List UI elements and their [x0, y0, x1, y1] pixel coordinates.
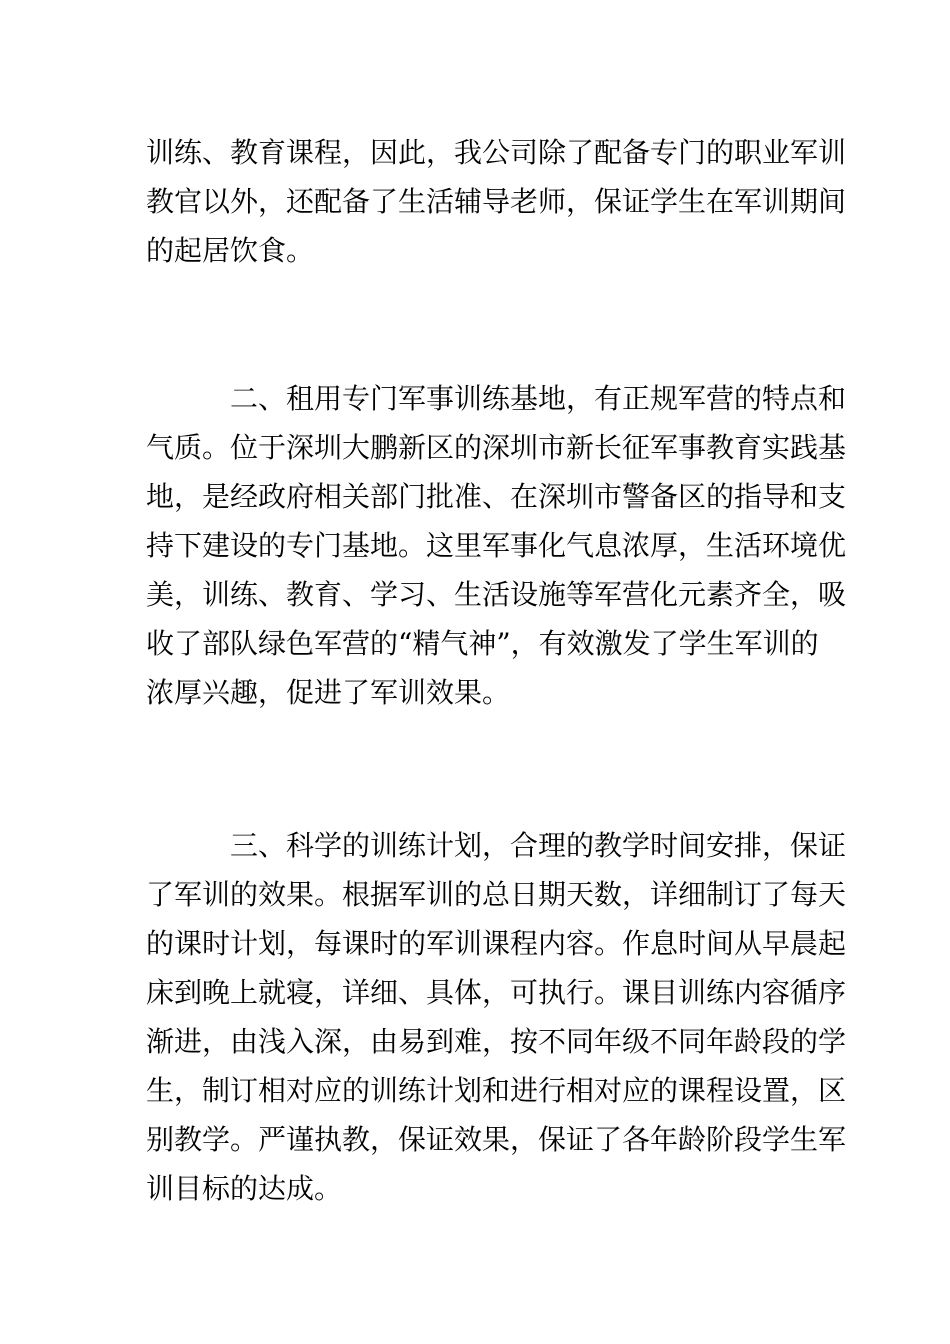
- text-line: 别教学。严谨执教，保证效果，保证了各年龄阶段学生军: [146, 1123, 847, 1156]
- text-line: 生，制订相对应的训练计划和进行相对应的课程设置，区: [146, 1074, 847, 1107]
- text-line: 二、租用专门军事训练基地，有正规军营的特点和: [230, 382, 847, 415]
- text-line: 教官以外，还配备了生活辅导老师，保证学生在军训期间: [146, 185, 847, 218]
- paragraph-training-base: [146, 374, 847, 717]
- text-line: 气质。位于深圳大鹏新区的深圳市新长征军事教育实践基: [146, 431, 847, 464]
- text-line: 美，训练、教育、学习、生活设施等军营化元素齐全，吸: [146, 578, 847, 611]
- text-line: 的课时计划，每课时的军训课程内容。作息时间从早晨起: [146, 927, 847, 960]
- text-line: 床到晚上就寝，详细、具体，可执行。课目训练内容循序: [146, 976, 847, 1009]
- text-line: 地，是经政府相关部门批准、在深圳市警备区的指导和支: [146, 480, 847, 513]
- text-line: 的起居饮食。: [146, 234, 315, 267]
- paragraph-training-plan: [146, 821, 847, 1213]
- text-line: 浓厚兴趣，促进了军训效果。: [146, 676, 511, 709]
- text-line: 训练、教育课程，因此，我公司除了配备专门的职业军训: [146, 136, 847, 169]
- text-line: 收了部队绿色军营的“精气神”，有效激发了学生军训的: [146, 627, 819, 660]
- text-line: 训目标的达成。: [146, 1172, 343, 1205]
- text-line: 了军训的效果。根据军训的总日期天数，详细制订了每天: [146, 878, 847, 911]
- text-line: 渐进，由浅入深，由易到难，按不同年级不同年龄段的学: [146, 1025, 847, 1058]
- text-line: 三、科学的训练计划，合理的教学时间安排，保证: [230, 829, 847, 862]
- paragraph-continuation: [146, 128, 847, 275]
- text-line: 持下建设的专门基地。这里军事化气息浓厚，生活环境优: [146, 529, 847, 562]
